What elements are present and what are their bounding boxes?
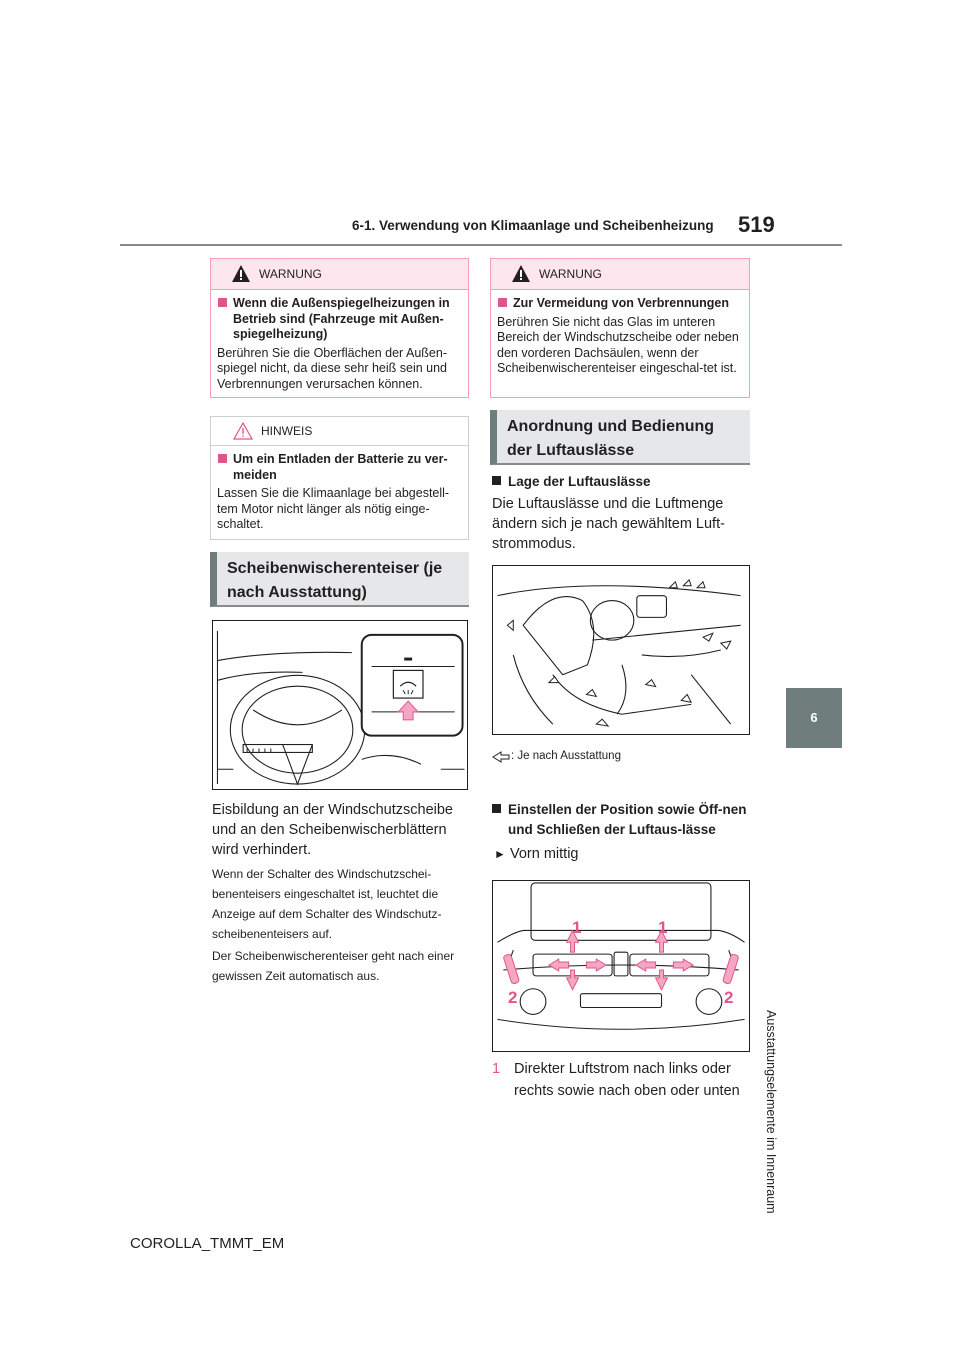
bullet-square xyxy=(218,298,227,307)
warning-triangle-icon xyxy=(511,264,531,283)
warning-item-text: Berühren Sie nicht das Glas im unteren Bereich der Windschutzscheibe oder neben den vorderen Dachsäulen, wenn der Scheibenwischerenteiser eingeschal-tet ist. xyxy=(497,314,739,375)
subheading-vent-adjust: Einstellen der Position sowie Öff-nen und Schließen der Luftaus-lässe xyxy=(492,800,766,840)
legend-text: : Je nach Ausstattung xyxy=(511,750,621,762)
notice-label: HINWEIS xyxy=(261,424,313,438)
bullet-square xyxy=(498,298,507,307)
center-vents-illustration xyxy=(492,880,750,1052)
bullet-square xyxy=(218,454,227,463)
notice-item-text: Lassen Sie die Klimaanlage bei abgestell-tem Motor nicht länger als nötig einge-schaltet. xyxy=(217,486,450,531)
warning-item-title: Zur Vermeidung von Verbrennungen xyxy=(497,296,743,312)
chapter-label: Ausstattungselemente im Innenraum xyxy=(764,1010,778,1214)
running-header: 6-1. Verwendung von Klimaanlage und Scheibenheizung xyxy=(352,218,714,233)
paragraph-indicator: Wenn der Schalter des Windschutzschei-benenteisers eingeschaltet ist, leuchtet die Anzeige auf dem Schalter des Windschutz-scheibenenteisers auf. xyxy=(212,867,442,941)
legend-row xyxy=(492,750,750,766)
bullet-square xyxy=(492,804,501,813)
center-vents-figure xyxy=(492,880,750,1052)
warning-item-title: Wenn die Außenspiegelheizungen in Betrieb sind (Fahrzeuge mit Außen-spiegelheizung) xyxy=(217,296,462,343)
list-text: Direkter Luftstrom nach links oder rechts sowie nach oben oder unten xyxy=(514,1061,740,1099)
paragraph-auto-off: Der Scheibenwischerenteiser geht nach einer gewissen Zeit automatisch aus. xyxy=(212,949,455,983)
subheading-vent-location: Lage der Luftauslässe xyxy=(492,472,766,492)
wiper-deicer-illustration xyxy=(212,620,468,790)
warning-header xyxy=(211,259,468,290)
page-number: 519 xyxy=(738,212,775,237)
paragraph-vent-modes: Die Luftauslässe und die Luftmenge ändern sich je nach gewähltem Luft-strommodus. xyxy=(492,496,725,552)
footer-model-code: COROLLA_TMMT_EM xyxy=(130,1235,285,1252)
bullet-front-center: ► Vorn mittig xyxy=(494,846,579,862)
caution-triangle-icon xyxy=(233,422,253,440)
section-heading-defroster: Scheibenwischerenteiser (je nach Ausstattung) xyxy=(210,552,469,607)
paragraph-defroster-purpose: Eisbildung an der Windschutzscheibe und an den Scheibenwischerblättern wird verhindert. xyxy=(212,802,453,858)
warning-label: WARNUNG xyxy=(539,267,602,281)
callout-2-right: 2 xyxy=(724,988,734,1007)
bullet-square xyxy=(492,476,501,485)
warning-box-right xyxy=(490,258,750,398)
notice-header xyxy=(211,417,468,446)
legend-arrow-icon xyxy=(492,751,510,763)
warning-triangle-icon xyxy=(231,264,251,283)
warning-label: WARNUNG xyxy=(259,267,322,281)
notice-item-title: Um ein Entladen der Batterie zu ver-meiden xyxy=(217,452,462,483)
warning-item-text: Berühren Sie die Oberflächen der Außen-spiegel nicht, da diese sehr heiß sein und Verbrennungen verursachen können. xyxy=(217,345,448,391)
header-divider xyxy=(120,244,842,246)
callout-2-left: 2 xyxy=(508,988,518,1007)
triangle-bullet-icon: ► xyxy=(494,847,506,861)
chapter-tab: 6 xyxy=(786,688,842,748)
vent-locations-illustration xyxy=(492,565,750,735)
callout-1-left: 1 xyxy=(572,918,582,937)
warning-header xyxy=(491,259,749,290)
warning-box-left xyxy=(210,258,469,398)
list-number: 1 xyxy=(492,1061,501,1077)
notice-box xyxy=(210,416,469,540)
callout-1-right: 1 xyxy=(658,918,668,937)
section-heading-vents: Anordnung und Bedienung der Luftauslässe xyxy=(490,410,750,465)
callout-list-item-1 xyxy=(492,1058,750,1102)
